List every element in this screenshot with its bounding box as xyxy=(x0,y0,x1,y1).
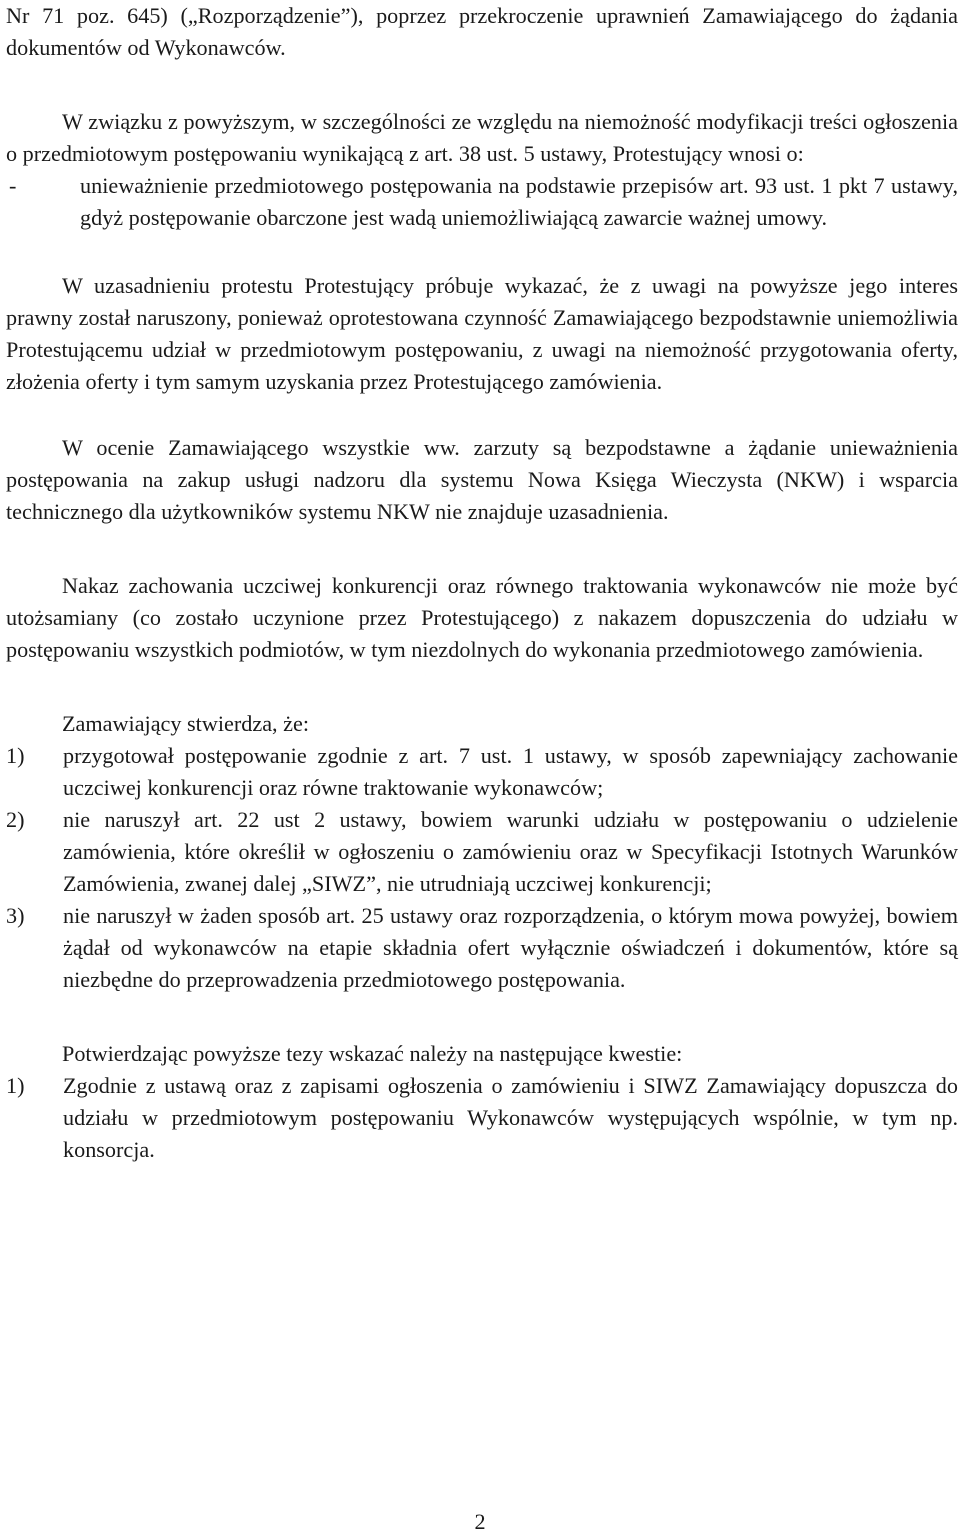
statement-list xyxy=(6,740,958,996)
list-item xyxy=(6,804,958,900)
list-marker: 1) xyxy=(6,743,25,768)
paragraph-protest-request: W związku z powyższym, w szczególności ze względu na niemożność modyfikacji treści ogłoszenia o przedmiotowym postępowaniu wynikającą z art. 38 ust. 5 ustawy, Protestujący wnosi o: xyxy=(6,109,958,166)
list-marker: 2) xyxy=(6,807,25,832)
statement-heading: Zamawiający stwierdza, że: xyxy=(62,711,310,736)
document-page xyxy=(6,0,958,1166)
list-marker: 3) xyxy=(6,903,25,928)
list-item xyxy=(6,170,958,234)
paragraph-justification: W uzasadnieniu protestu Protestujący próbuje wykazać, że z uwagi na powyższe jego interes prawny został naruszony, ponieważ oprotestowana czynność Zamawiającego bezpodstawnie uniemożliwia Protestującemu udział w przedmiotowym postępowaniu, z uwagi na niemożność przygotowania oferty, złożenia oferty i tym samym uzyskania przez Protestującego zamówienia. xyxy=(6,273,958,394)
intro-paragraph: Nr 71 poz. 645) („Rozporządzenie”), poprzez przekroczenie uprawnień Zamawiającego do żądania dokumentów od Wykonawców. xyxy=(6,3,958,60)
list-item xyxy=(6,740,958,804)
list-marker: 1) xyxy=(6,1073,25,1098)
list-item-text: Zgodnie z ustawą oraz z zapisami ogłoszenia o zamówieniu i SIWZ Zamawiający dopuszcza do udziału w przedmiotowym postępowaniu Wykonawców występujących wspólnie, w tym np. konsorcja. xyxy=(63,1073,958,1162)
confirmation-heading: Potwierdzając powyższe tezy wskazać należy na następujące kwestie: xyxy=(62,1041,683,1066)
list-marker: - xyxy=(9,173,17,198)
confirmation-list xyxy=(6,1070,958,1166)
list-item-text: unieważnienie przedmiotowego postępowania na podstawie przepisów art. 93 ust. 1 pkt 7 ustawy, gdyż postępowanie obarczone jest wadą uniemożliwiającą zawarcie ważnej umowy. xyxy=(80,173,958,230)
request-list xyxy=(6,170,958,234)
page-number: 2 xyxy=(474,1509,486,1534)
list-item-text: przygotował postępowanie zgodnie z art. 7 ust. 1 ustawy, w sposób zapewniający zachowanie uczciwej konkurencji oraz równe traktowanie wykonawców; xyxy=(63,743,958,800)
list-item xyxy=(6,900,958,996)
paragraph-competition: Nakaz zachowania uczciwej konkurencji oraz równego traktowania wykonawców nie może być utożsamiany (co zostało uczynione przez Protestującego) z nakazem dopuszczenia do udziału w postępowaniu wszystkich podmiotów, w tym niezdolnych do wykonania przedmiotowego zamówienia. xyxy=(6,573,958,662)
list-item-text: nie naruszył w żaden sposób art. 25 ustawy oraz rozporządzenia, o którym mowa powyżej, bowiem żądał od wykonawców na etapie składnia ofert wyłącznie oświadczeń i dokumentów, które są niezbędne do przeprowadzenia przedmiotowego postępowania. xyxy=(63,903,958,992)
list-item xyxy=(6,1070,958,1166)
paragraph-assessment: W ocenie Zamawiającego wszystkie ww. zarzuty są bezpodstawne a żądanie unieważnienia postępowania na zakup usługi nadzoru dla systemu Nowa Księga Wieczysta (NKW) i wsparcia technicznego dla użytkowników systemu NKW nie znajduje uzasadnienia. xyxy=(6,435,958,524)
list-item-text: nie naruszył art. 22 ust 2 ustawy, bowiem warunki udziału w postępowaniu o udzielenie zamówienia, które określił w ogłoszeniu o zamówieniu oraz w Specyfikacji Istotnych Warunków Zamówienia, zwanej dalej „SIWZ”, nie utrudniają uczciwej konkurencji; xyxy=(63,807,958,896)
